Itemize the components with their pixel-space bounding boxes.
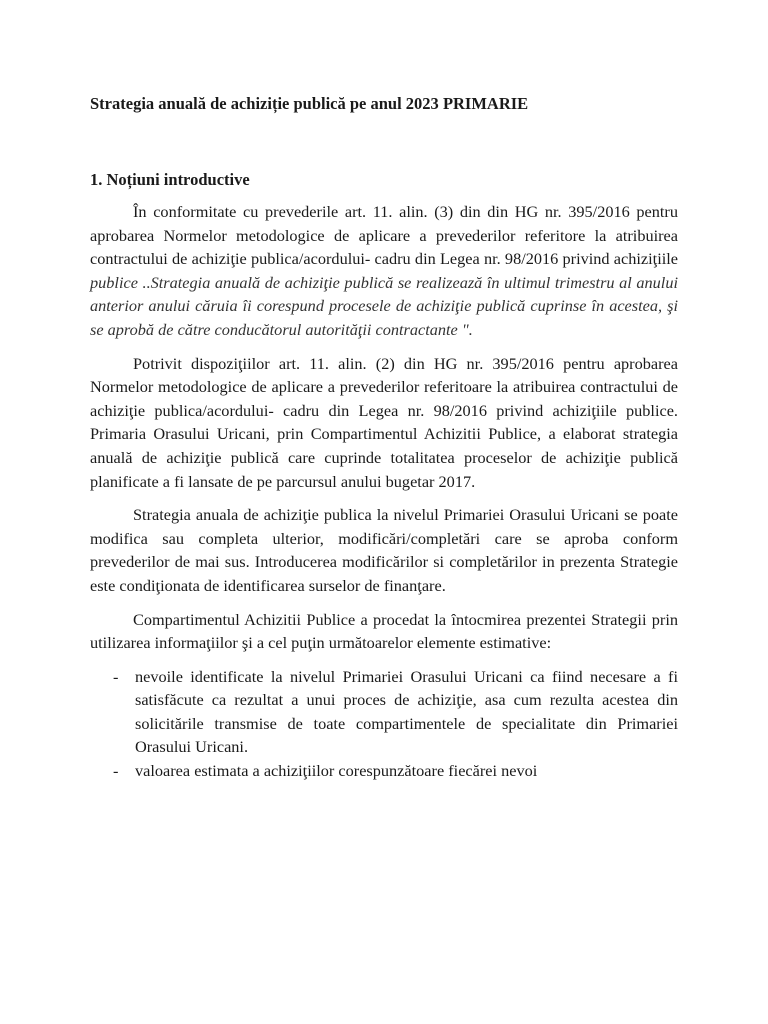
paragraph-1-quote: publice ..Strategia anuală de achiziţie publică se realizează în ultimul trimestru al anului anterior anului căruia îi corespund procesele de achiziţie publică cuprinse în acestea, şi se aprobă de către conducătorul autorităţii contractante ". xyxy=(90,272,678,339)
list-item xyxy=(90,759,678,783)
bullet-dash: - xyxy=(113,761,119,781)
list-item-text: valoarea estimata a achiziţiilor corespunzătoare fiecărei nevoi xyxy=(135,761,538,781)
paragraph-1 xyxy=(90,200,678,342)
document-body xyxy=(90,200,678,783)
bullet-dash: - xyxy=(113,666,119,686)
list-item-text: nevoile identificate la nivelul Primariei Orasului Uricani ca fiind necesare a fi satisfăcute ca rezultat a unui proces de achiziţie, asa cum rezulta acestea din solicitările transmise de toate compartimentele de specialitate din Primariei Orasului Uricani. xyxy=(135,666,678,757)
document-title xyxy=(90,93,528,115)
document-title-bold: Strategia anuală de achiziție publică pe anul 2023 xyxy=(90,94,439,113)
estimates-list xyxy=(90,665,678,783)
section-heading: 1. Noțiuni introductive xyxy=(90,170,250,189)
paragraph-2: Potrivit dispoziţiilor art. 11. alin. (2) din HG nr. 395/2016 pentru aprobarea Normelor metodologice de aplicare a prevederilor referitoare la atribuirea contractului de achiziţie publica/acordului- cadru din Legea nr. 98/2016 privind achiziţiile publice. Primaria Orasului Uricani, prin Compartimentul Achizitii Publice, a elaborat strategia anuală de achiziţie publică care cuprinde totalitatea proceselor de achiziţie publică planificate a fi lansate de pe parcursul anului bugetar 2017. xyxy=(90,353,678,491)
document-title-rest: PRIMARIE xyxy=(438,94,529,113)
paragraph-3: Strategia anuala de achiziţie publica la nivelul Primariei Orasului Uricani se poate modifica sau completa ulterior, modificări/completări care se aproba conform prevederilor de mai sus. Introducerea modificărilor si completărilor in prezenta Strategie este condiţionata de identificarea surselor de finanţare. xyxy=(90,505,678,595)
paragraph-1-text: În conformitate cu prevederile art. 11. alin. (3) din din HG nr. 395/2016 pentru aprobarea Normelor metodologice de aplicare a prevederilor referitore la atribuirea contractului de achiziţie publica/acordului- cadru din Legea nr. 98/2016 privind achiziţiile xyxy=(90,202,678,269)
list-item xyxy=(90,665,678,759)
paragraph-4: Compartimentul Achizitii Publice a procedat la întocmirea prezentei Strategii prin utilizarea informaţiilor şi a cel puţin următoarelor elemente estimative: xyxy=(90,609,678,653)
